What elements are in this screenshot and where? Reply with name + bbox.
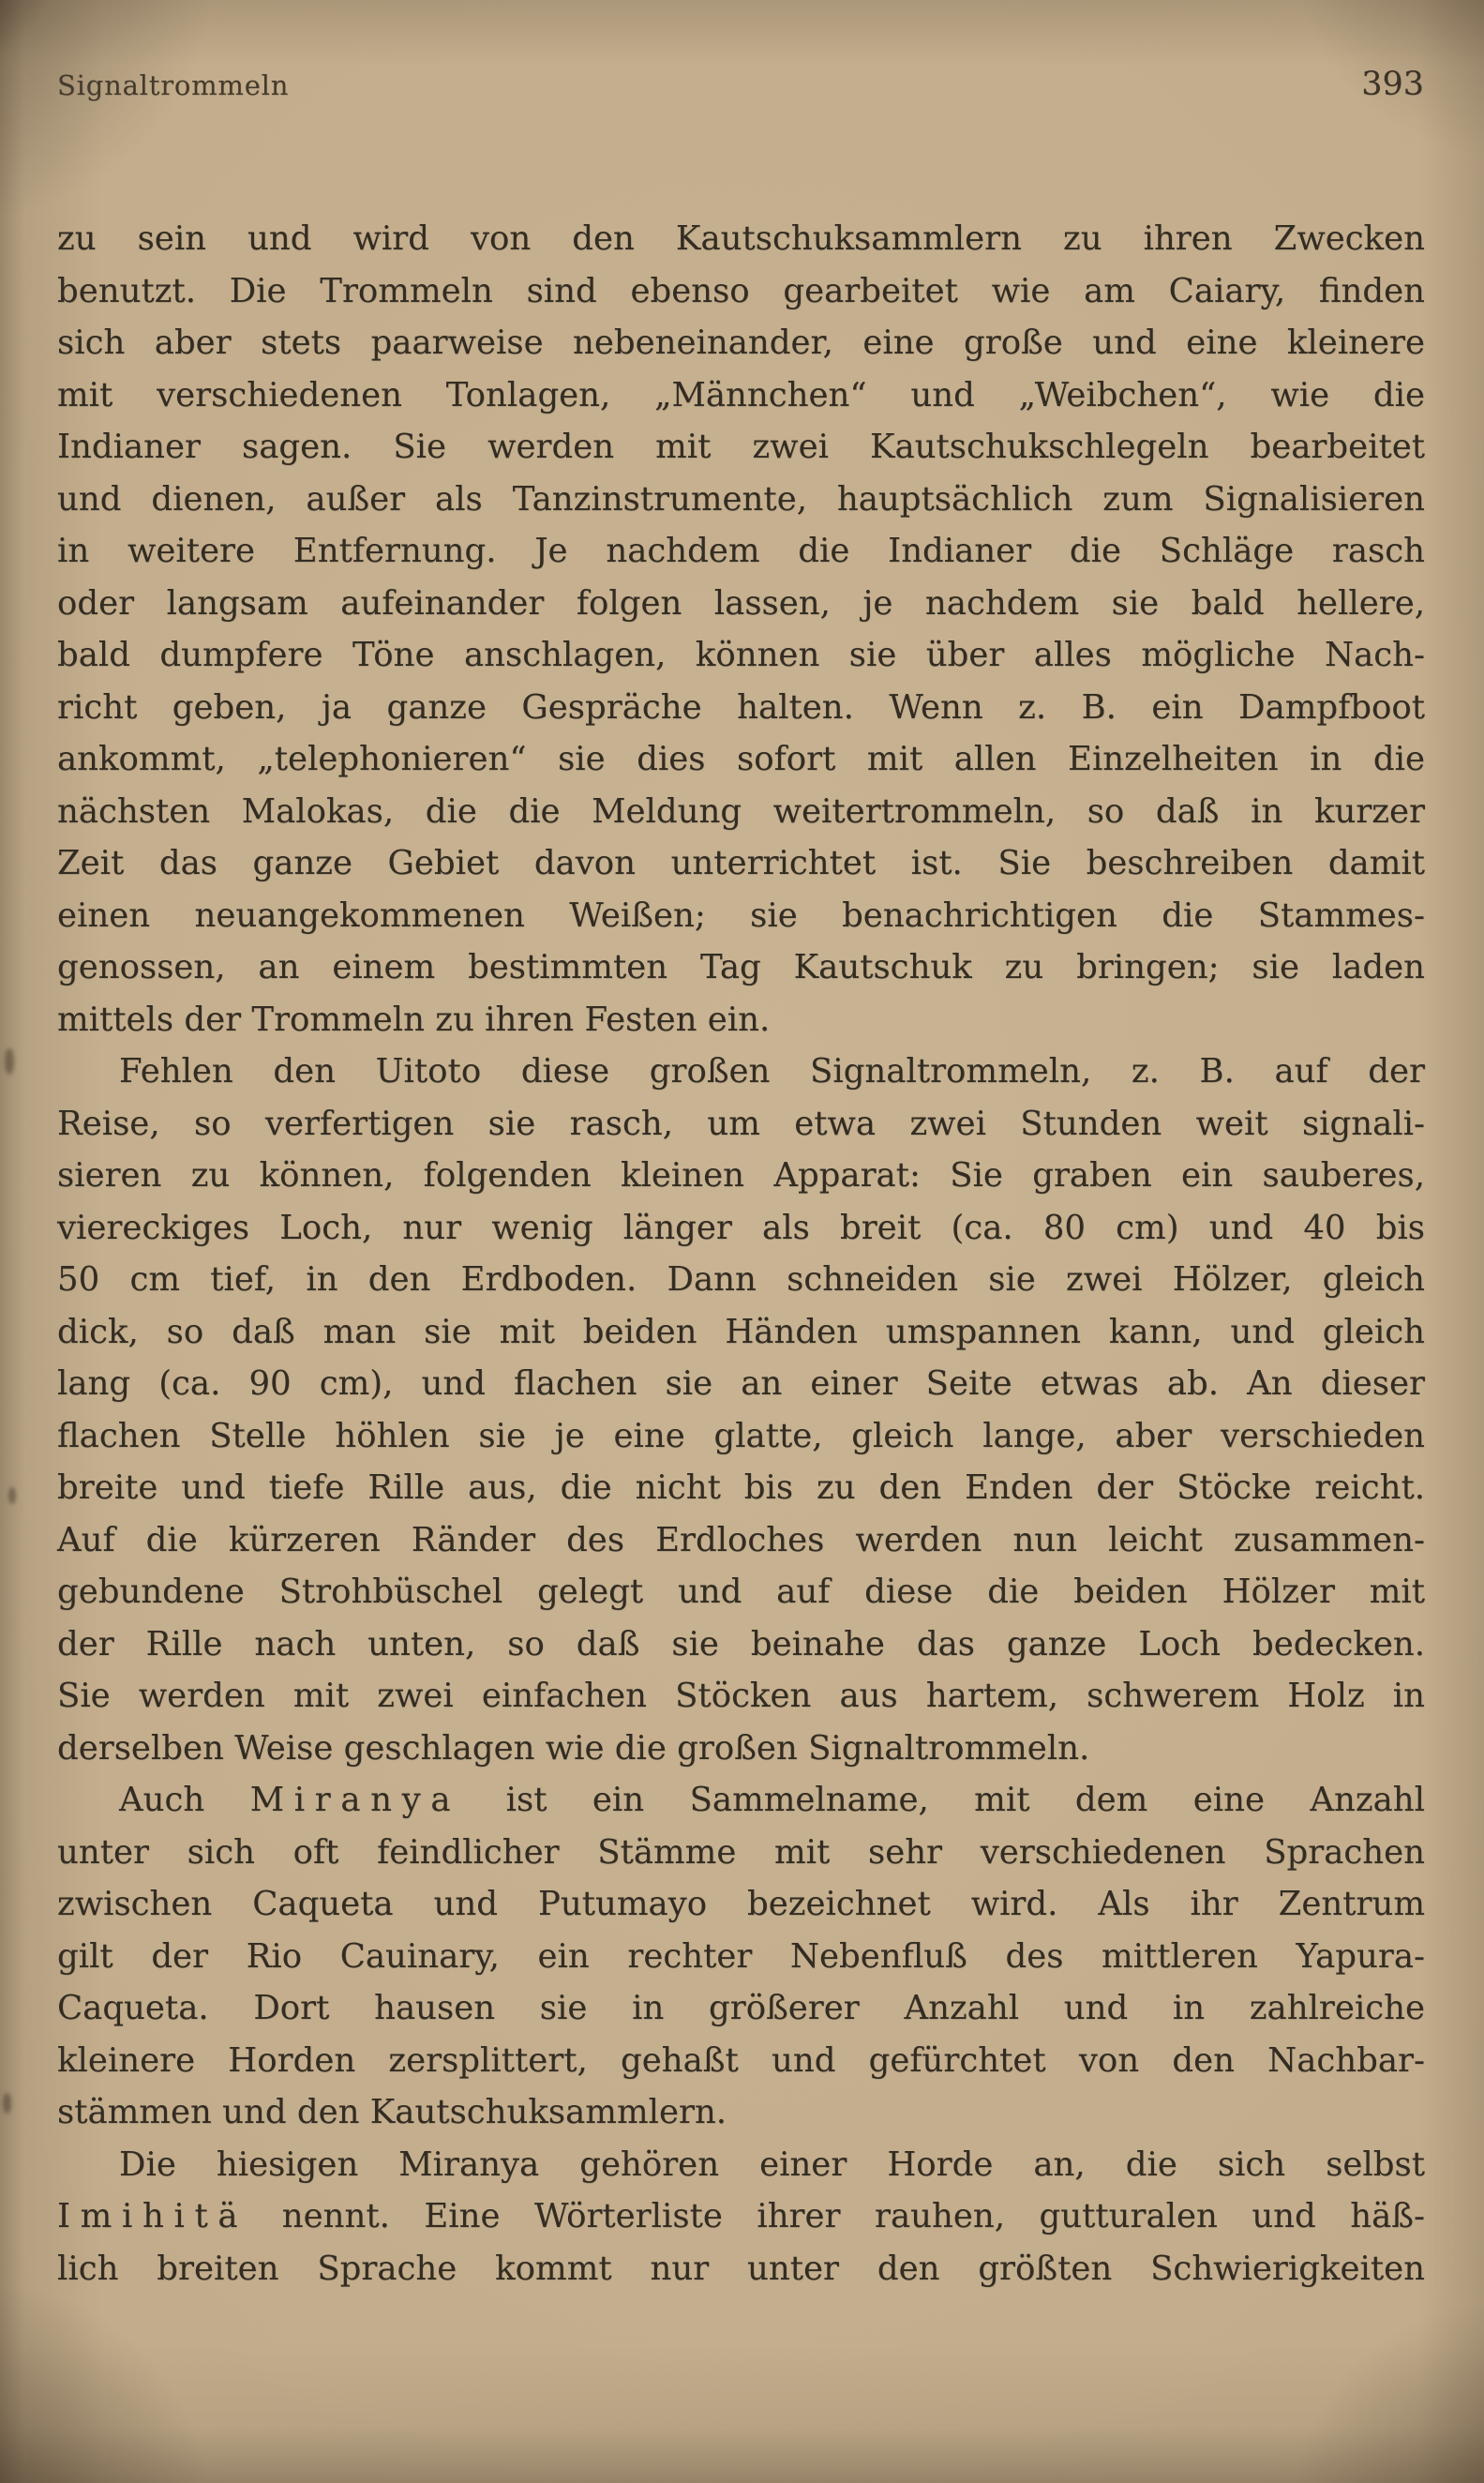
scan-speck [3, 2093, 11, 2114]
text-line: lich breiten Sprache kommt nur unter den größten Schwierigkeiten [57, 2249, 1425, 2288]
scan-speck [5, 1048, 14, 1075]
scan-speck [8, 1487, 16, 1504]
text-line: lang (ca. 90 cm), und flachen sie an einer Seite etwas ab. An dieser [57, 1364, 1425, 1403]
text-line: 50 cm tief, in den Erdboden. Dann schneiden sie zwei Hölzer, gleich [57, 1260, 1425, 1299]
text-line: sieren zu können, folgenden kleinen Apparat: Sie graben ein sauberes, [57, 1156, 1425, 1195]
text-line: und dienen, außer als Tanzinstrumente, hauptsächlich zum Signalisieren [57, 479, 1425, 519]
text-line [57, 2190, 1425, 2243]
text-line: Die hiesigen Miranya gehören einer Horde an, die sich selbst [119, 2144, 1425, 2184]
text-line: Reise, so verfertigen sie rasch, um etwa zwei Stunden weit signali- [57, 1104, 1425, 1143]
running-title: Signaltrommeln [57, 69, 290, 101]
text-line: Auf die kürzeren Ränder des Erdloches werden nun leicht zusammen- [57, 1520, 1425, 1559]
text-line: dick, so daß man sie mit beiden Händen umspannen kann, und gleich [57, 1312, 1425, 1351]
text-line: flachen Stelle höhlen sie je eine glatte, gleich lange, aber verschieden [57, 1416, 1425, 1455]
page-header [57, 66, 1424, 103]
text-line: mit verschiedenen Tonlagen, „Männchen“ und „Weibchen“, wie die [57, 375, 1425, 414]
text-line: der Rille nach unten, so daß sie beinahe das ganze Loch bedecken. [57, 1624, 1425, 1663]
text-line: Sie werden mit zwei einfachen Stöcken aus hartem, schwerem Holz in [57, 1677, 1425, 1715]
page-number: 393 [1361, 66, 1424, 103]
text-line: in weitere Entfernung. Je nachdem die Indianer die Schläge rasch [57, 532, 1425, 570]
text-line: Zeit das ganze Gebiet davon unterrichtet ist. Sie beschreiben damit [57, 844, 1425, 882]
text-segment: nennt. Eine Wörterliste ihrer rauhen, gutturalen und häß- [247, 2197, 1425, 2235]
text-line: Indianer sagen. Sie werden mit zwei Kautschukschlegeln bearbeitet [57, 428, 1425, 466]
text-line: oder langsam aufeinander folgen lassen, je nachdem sie bald hellere, [57, 583, 1425, 623]
text-line: breite und tiefe Rille aus, die nicht bis zu den Enden der Stöcke reicht. [57, 1468, 1425, 1507]
text-segment: Auch [119, 1781, 250, 1819]
text-line: zwischen Caqueta und Putumayo bezeichnet wird. Als ihr Zentrum [57, 1885, 1425, 1923]
tribe-name-spaced: Miranya [249, 1781, 461, 1819]
tribe-name-spaced: Imihitä [57, 2197, 248, 2235]
text-line: bald dumpfere Töne anschlagen, können sie über alles mögliche Nach- [57, 636, 1425, 674]
text-line: gilt der Rio Cauinary, ein rechter Nebenfluß des mittleren Yapura- [57, 1936, 1425, 1976]
text-line: stämmen und den Kautschuksammlern. [57, 2093, 727, 2131]
text-line: unter sich oft feindlicher Stämme mit sehr verschiedenen Sprachen [57, 1832, 1425, 1872]
text-line: derselben Weise geschlagen wie die großen Signaltrommeln. [57, 1728, 1090, 1768]
text-line: benutzt. Die Trommeln sind ebenso gearbeitet wie am Caiary, finden [57, 271, 1425, 310]
text-line: kleinere Horden zersplittert, gehaßt und gefürchtet von den Nachbar- [57, 2040, 1425, 2080]
body-text [57, 213, 1425, 2295]
text-line: viereckiges Loch, nur wenig länger als breit (ca. 80 cm) und 40 bis [57, 1208, 1425, 1247]
text-line: Fehlen den Uitoto diese großen Signaltrommeln, z. B. auf der [119, 1052, 1425, 1091]
text-line: Caqueta. Dort hausen sie in größerer Anzahl und in zahlreiche [57, 1989, 1425, 2027]
text-line [57, 1774, 1425, 1827]
text-line: genossen, an einem bestimmten Tag Kautschuk zu bringen; sie laden [57, 948, 1425, 986]
text-segment: ist ein Sammelname, mit dem eine Anzahl [460, 1781, 1426, 1819]
text-line: mittels der Trommeln zu ihren Festen ein. [57, 1000, 771, 1039]
text-line: zu sein und wird von den Kautschuksammlern zu ihren Zwecken [57, 219, 1425, 258]
text-line: nächsten Malokas, die die Meldung weitertrommeln, so daß in kurzer [57, 791, 1425, 831]
text-line: gebundene Strohbüschel gelegt und auf diese die beiden Hölzer mit [57, 1573, 1425, 1611]
text-line: richt geben, ja ganze Gespräche halten. Wenn z. B. ein Dampfboot [57, 687, 1425, 727]
text-line: sich aber stets paarweise nebeneinander, eine große und eine kleinere [57, 324, 1425, 362]
text-line: einen neuangekommenen Weißen; sie benachrichtigen die Stammes- [57, 895, 1425, 935]
text-line: ankommt, „telephonieren“ sie dies sofort mit allen Einzelheiten in die [57, 740, 1425, 778]
